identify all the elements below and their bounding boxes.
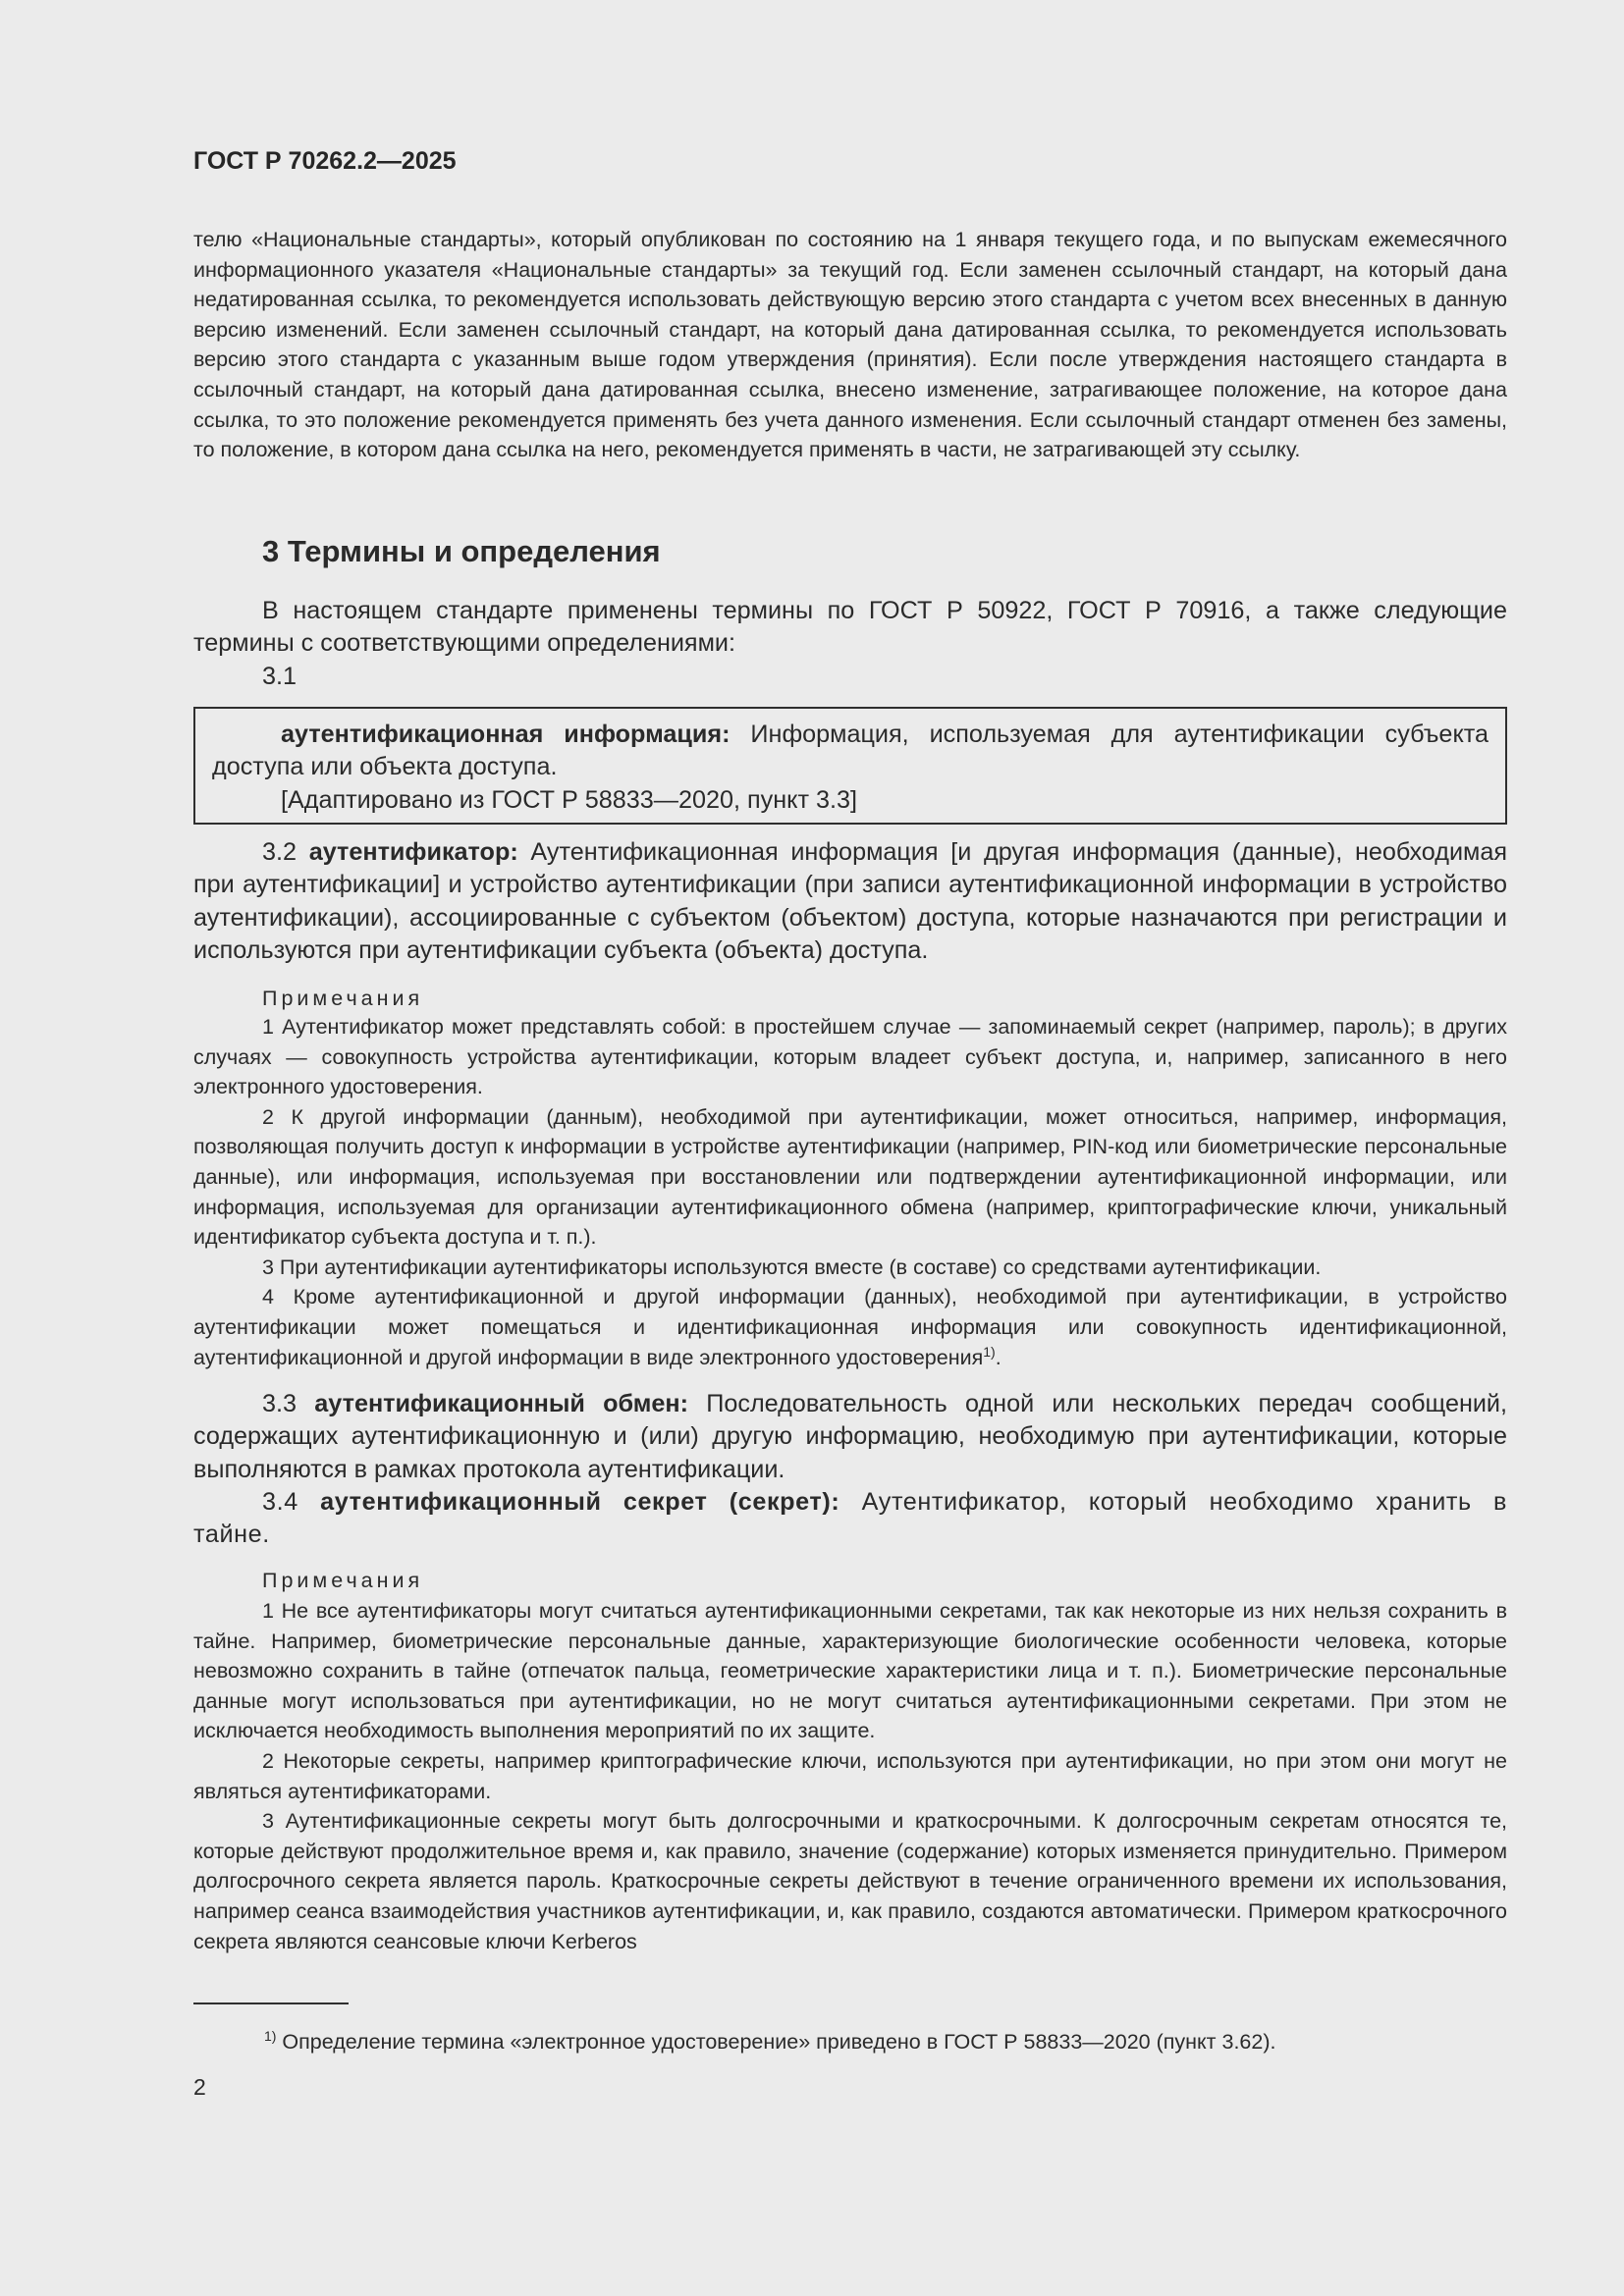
note-item: 1 Не все аутентификаторы могут считаться аутентификационными секретами, так как некоторые из них нельзя сохранить в тайне. Например, биометрические персональные данные, характеризующие биологические особенности человека, которые невозможно сохранить в тайне (отпечаток пальца, геометрические характеристики лица и т. п.). Биометрические персональные данные могут использоваться при аутентификации, но не могут считаться аутентификационными секретами. При этом не исключается необходимость выполнения мероприятий по их защите. xyxy=(193,1599,1507,1743)
document-header: ГОСТ Р 70262.2—2025 xyxy=(193,147,457,175)
term-entry xyxy=(212,719,1489,784)
term-entry xyxy=(193,1486,1507,1552)
footnote xyxy=(264,2027,1276,2055)
term-number: 3.1 xyxy=(262,663,298,690)
footnote-marker: 1) xyxy=(264,2027,277,2044)
notes-title: Примечания xyxy=(262,987,424,1010)
note-item: 2 К другой информации (данным), необходимой при аутентификации, может относиться, например, информация, позволяющая получить доступ к информации в устройстве аутентификации (например, PIN-код или биометрические персональные данные), или информация, используемая при восстановлении или подтверждении аутентификационной информации, или информация, используемая для организации аутентификационного обмена (например, криптографические ключи, уникальный идентификатор субъекта доступа и т. п.). xyxy=(193,1104,1507,1250)
note-item: 2 Некоторые секреты, например криптографические ключи, используются при аутентификации, но при этом они могут не являться аутентификаторами. xyxy=(193,1748,1507,1803)
term-definition: Аутентификационная информация [и другая информация (данные), необходимая при аутентификации] и устройство аутентификации (при записи аутентификационной информации в устройство аутентификации), ассоциированные с субъектом (объектом) доступа, которые назначаются при регистрации и используются при аутентификации субъекта (объекта) доступа. xyxy=(193,838,1507,965)
intro-paragraph: телю «Национальные стандарты», который опубликован по состоянию на 1 января текущего года, и по выпускам ежемесячного информационного указателя «Национальные стандарты» за текущий год. Если заменен ссылочный стандарт, на который дана недатированная ссылка, то рекомендуется использовать действующую версию этого стандарта с учетом всех внесенных в данную версию изменений. Если заменен ссылочный стандарт, на который дана датированная ссылка, то рекомендуется использовать версию этого стандарта с указанным выше годом утверждения (принятия). Если после утверждения настоящего стандарта в ссылочный стандарт, на который дана датированная ссылка, внесено изменение, затрагивающее положение, на которое дана ссылка, то это положение рекомендуется применять без учета данного изменения. Если ссылочный стандарт отменен без замены, то положение, в котором дана ссылка на него, рекомендуется применять в части, не затрагивающей эту ссылку. xyxy=(193,228,1507,462)
term-entry xyxy=(193,1388,1507,1486)
term-definition-box xyxy=(193,707,1507,825)
term-number: 3.4 xyxy=(262,1488,321,1516)
term-definition: Информация, используемая для аутентификации субъекта доступа или объекта доступа. xyxy=(212,721,1489,781)
section-heading: 3 Термины и определения xyxy=(262,534,661,568)
term-definition: Последовательность одной или нескольких передач сообщений, содержащих аутентификационную и (или) другую информацию, необходимую при аутентификации, которые выполняются в рамках протокола аутентификации. xyxy=(193,1390,1507,1483)
note-item: 1 Аутентификатор может представлять собой: в простейшем случае — запоминаемый секрет (например, пароль); в других случаях — совокупность устройства аутентификации, которым владеет субъект доступа, и, например, записанного в него электронного удостоверения. xyxy=(193,1015,1507,1099)
notes-title: Примечания xyxy=(262,1569,424,1592)
term-entry xyxy=(193,836,1507,968)
term-number: 3.2 xyxy=(262,838,309,866)
page-number: 2 xyxy=(193,2074,206,2100)
note-item: 3 При аутентификации аутентификаторы используются вместе (в составе) со средствами аутентификации. xyxy=(262,1255,1322,1279)
note-item: 3 Аутентификационные секреты могут быть долгосрочными и краткосрочными. К долгосрочным секретам относятся те, которые действуют продолжительное время и, как правило, значение (содержание) которых изменяется принудительно. Примером долгосрочного секрета является пароль. Краткосрочные секреты действуют в течение ограниченного времени их использования, например сеанса взаимодействия участников аутентификации, и, как правило, создаются автоматически. Примером краткосрочного секрета являются сеансовые ключи Kerberos xyxy=(193,1809,1507,1953)
term-source: [Адаптировано из ГОСТ Р 58833—2020, пункт 3.3] xyxy=(281,785,857,814)
notes-block xyxy=(193,1596,1507,1956)
term-name: аутентификационная информация: xyxy=(281,721,731,748)
term-number: 3.3 xyxy=(262,1390,315,1417)
note-text-end: . xyxy=(995,1345,1001,1369)
term-definition: Аутентификатор, который необходимо хранить в тайне. xyxy=(193,1488,1508,1549)
note-item xyxy=(193,1282,1507,1372)
notes-block xyxy=(193,1012,1507,1372)
note-text: 4 Кроме аутентификационной и другой информации (данных), необходимой при аутентификации, в устройство аутентификации может помещаться и идентификационная информация или совокупность идентификационной, аутентификационной и другой информации в виде электронного удостоверения xyxy=(193,1285,1507,1369)
footnote-separator xyxy=(193,2002,349,2004)
term-name: аутентификационный обмен: xyxy=(314,1390,688,1417)
footnote-ref: 1) xyxy=(983,1343,996,1360)
section-intro: В настоящем стандарте применены термины по ГОСТ Р 50922, ГОСТ Р 70916, а также следующие термины с соответствующими определениями: xyxy=(193,597,1507,658)
term-name: аутентификационный секрет (секрет): xyxy=(320,1488,840,1516)
footnote-text: Определение термина «электронное удостоверение» приведено в ГОСТ Р 58833—2020 (пункт 3.62). xyxy=(276,2030,1276,2054)
term-name: аутентификатор: xyxy=(308,838,518,866)
